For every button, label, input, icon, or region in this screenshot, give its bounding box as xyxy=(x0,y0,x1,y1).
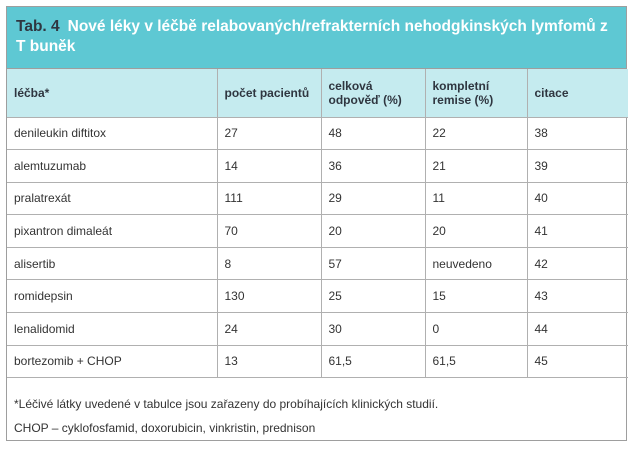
cell-complete-remission: 0 xyxy=(425,313,527,346)
cell-treatment: alisertib xyxy=(7,247,217,280)
footnote-clinical-trials: *Léčivé látky uvedené v tabulce jsou zařazeny do probíhajících klinických studií. xyxy=(14,397,439,412)
cell-complete-remission: 11 xyxy=(425,182,527,215)
cell-overall-response: 57 xyxy=(321,247,425,280)
header-complete-remission: kompletní remise (%) xyxy=(425,69,527,117)
cell-treatment: alemtuzumab xyxy=(7,150,217,183)
cell-complete-remission: 21 xyxy=(425,150,527,183)
cell-citation: 44 xyxy=(527,313,628,346)
cell-overall-response: 20 xyxy=(321,215,425,248)
table-row xyxy=(7,280,628,313)
table-footnotes xyxy=(7,378,626,440)
cell-patients: 13 xyxy=(217,345,321,378)
cell-treatment: romidepsin xyxy=(7,280,217,313)
cell-overall-response: 48 xyxy=(321,117,425,150)
header-overall-response: celková odpověď (%) xyxy=(321,69,425,117)
header-citation: citace xyxy=(527,69,628,117)
cell-patients: 27 xyxy=(217,117,321,150)
cell-treatment: pixantron dimaleát xyxy=(7,215,217,248)
cell-complete-remission: 15 xyxy=(425,280,527,313)
cell-citation: 42 xyxy=(527,247,628,280)
cell-patients: 111 xyxy=(217,182,321,215)
cell-citation: 38 xyxy=(527,117,628,150)
cell-citation: 39 xyxy=(527,150,628,183)
cell-patients: 24 xyxy=(217,313,321,346)
table-row xyxy=(7,150,628,183)
cell-treatment: bortezomib + CHOP xyxy=(7,345,217,378)
cell-treatment: lenalidomid xyxy=(7,313,217,346)
cell-complete-remission: 20 xyxy=(425,215,527,248)
table-row xyxy=(7,215,628,248)
cell-citation: 43 xyxy=(527,280,628,313)
cell-treatment: denileukin diftitox xyxy=(7,117,217,150)
table-row xyxy=(7,117,628,150)
data-table xyxy=(7,69,628,378)
cell-patients: 8 xyxy=(217,247,321,280)
table-title: Nové léky v léčbě relabovaných/refrakterních nehodgkinských lymfomů z T buněk xyxy=(16,18,608,55)
table-caption xyxy=(7,7,626,69)
cell-complete-remission: 61,5 xyxy=(425,345,527,378)
table-row xyxy=(7,345,628,378)
cell-citation: 45 xyxy=(527,345,628,378)
table-row xyxy=(7,313,628,346)
cell-overall-response: 61,5 xyxy=(321,345,425,378)
cell-overall-response: 36 xyxy=(321,150,425,183)
cell-overall-response: 25 xyxy=(321,280,425,313)
cell-patients: 14 xyxy=(217,150,321,183)
table-row xyxy=(7,247,628,280)
footnote-chop-definition: CHOP – cyklofosfamid, doxorubicin, vinkristin, prednison xyxy=(14,421,316,436)
header-patients: počet pacientů xyxy=(217,69,321,117)
table-number: Tab. 4 xyxy=(16,18,60,35)
table-row xyxy=(7,182,628,215)
cell-overall-response: 30 xyxy=(321,313,425,346)
cell-complete-remission: neuvedeno xyxy=(425,247,527,280)
cell-citation: 40 xyxy=(527,182,628,215)
cell-overall-response: 29 xyxy=(321,182,425,215)
cell-patients: 70 xyxy=(217,215,321,248)
cell-patients: 130 xyxy=(217,280,321,313)
header-row xyxy=(7,69,628,117)
cell-complete-remission: 22 xyxy=(425,117,527,150)
header-treatment: léčba* xyxy=(7,69,217,117)
table-figure xyxy=(6,6,627,441)
cell-treatment: pralatrexát xyxy=(7,182,217,215)
cell-citation: 41 xyxy=(527,215,628,248)
